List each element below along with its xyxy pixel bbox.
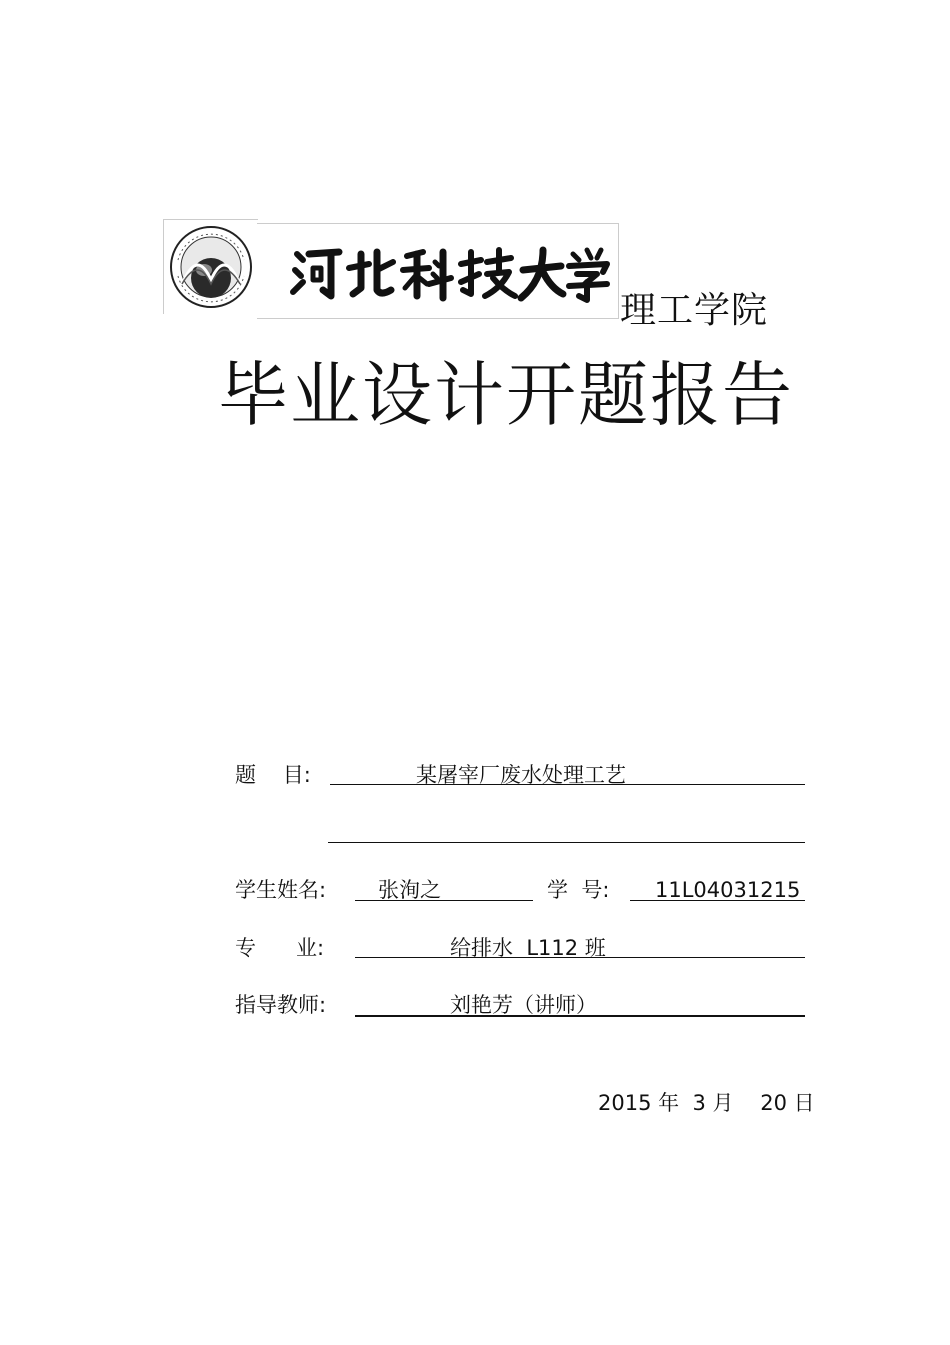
student-name-value: 张洵之: [378, 878, 441, 902]
topic-value: 某屠宰厂废水处理工艺: [416, 763, 626, 787]
college-name: 理工学院: [620, 290, 769, 331]
advisor-label: 指导教师:: [235, 993, 327, 1017]
student-id-value: 11L04031215: [655, 878, 801, 902]
student-id-underline: [630, 900, 805, 901]
major-underline: [355, 957, 805, 958]
topic-underline: [330, 784, 805, 785]
university-emblem-icon: [163, 219, 258, 314]
advisor-value: 刘艳芳（讲师）: [450, 993, 597, 1017]
topic-label: 题 目:: [235, 763, 311, 787]
report-date: 2015 年 3 月 20 日: [598, 1091, 815, 1115]
student-name-underline: [355, 900, 533, 901]
student-name-label: 学生姓名:: [235, 878, 327, 902]
university-name-calligraphy: [257, 223, 619, 319]
document-title: 毕业设计开题报告: [218, 354, 794, 436]
major-value: 给排水 L112 班: [450, 936, 606, 960]
major-label: 专 业:: [235, 936, 325, 960]
advisor-underline: [355, 1015, 805, 1017]
topic-underline-2: [328, 842, 805, 843]
student-id-label: 学 号:: [547, 878, 610, 902]
